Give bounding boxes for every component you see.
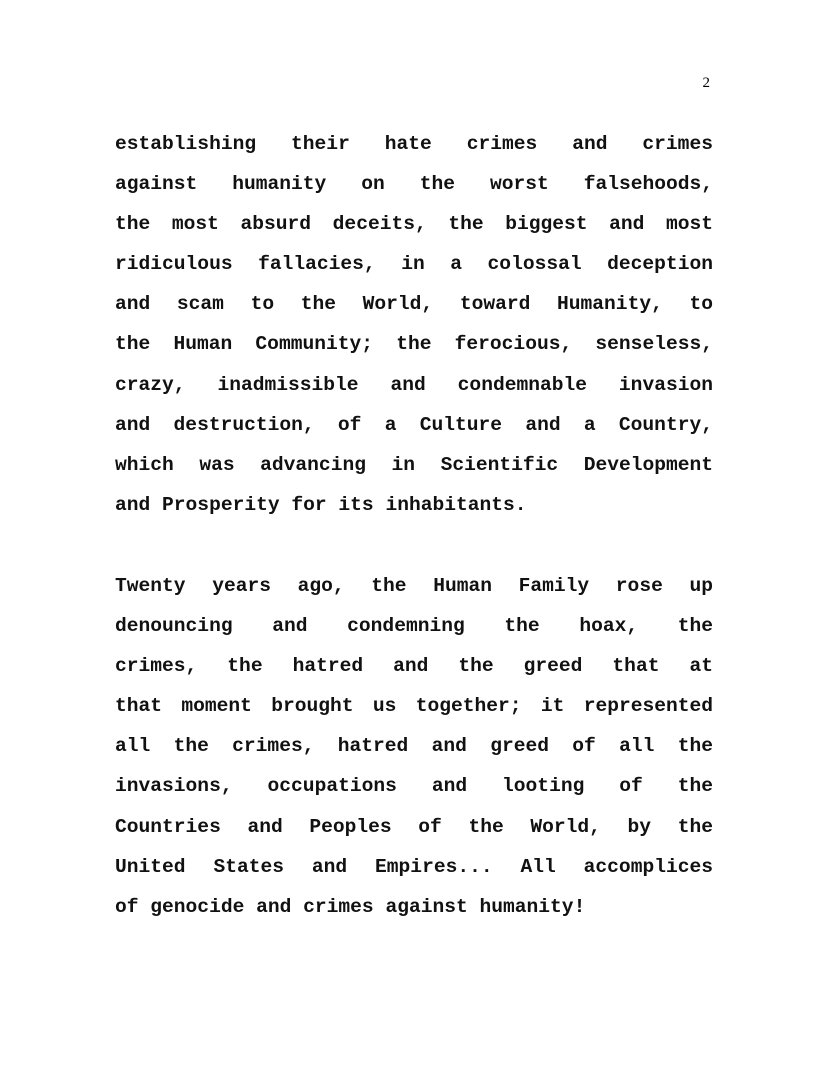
text-line: the most absurd deceits, the biggest and most (115, 213, 713, 236)
text-line: crimes, the hatred and the greed that at (115, 655, 713, 678)
text-line: that moment brought us together; it represented (115, 695, 713, 718)
text-line: all the crimes, hatred and greed of all the (115, 735, 713, 758)
text-line: crazy, inadmissible and condemnable invasion (115, 373, 713, 396)
text-line: invasions, occupations and looting of the (115, 775, 713, 798)
text-line: and destruction, of a Culture and a Country, (115, 413, 713, 436)
text-line: ridiculous fallacies, in a colossal deception (115, 253, 713, 276)
paragraph-2 (115, 566, 713, 927)
text-line: of genocide and crimes against humanity! (115, 895, 586, 918)
page-number: 2 (702, 75, 710, 91)
text-line: establishing their hate crimes and crimes (115, 133, 713, 155)
text-line: Twenty years ago, the Human Family rose up (115, 575, 713, 597)
text-line: Countries and Peoples of the World, by the (115, 815, 713, 838)
text-line: the Human Community; the ferocious, senseless, (115, 333, 713, 356)
text-line: against humanity on the worst falsehoods, (115, 173, 713, 196)
text-line: and Prosperity for its inhabitants. (115, 493, 527, 516)
text-line: denouncing and condemning the hoax, the (115, 615, 713, 638)
paragraph-1 (115, 124, 713, 525)
text-line: which was advancing in Scientific Development (115, 453, 713, 476)
text-line: United States and Empires... All accomplices (115, 855, 713, 878)
text-line: and scam to the World, toward Humanity, to (115, 293, 713, 316)
